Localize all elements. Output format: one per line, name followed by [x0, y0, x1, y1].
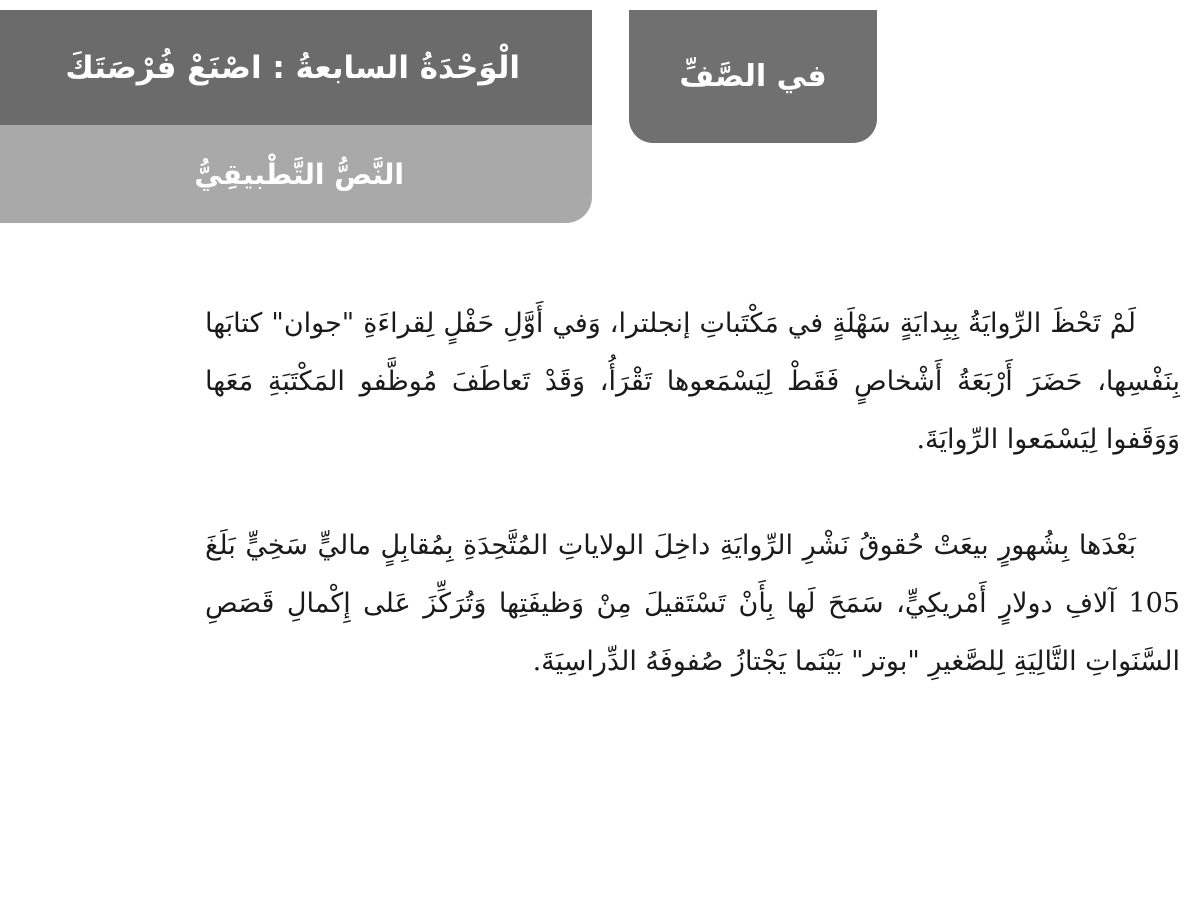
- unit-title: الْوَحْدَةُ السابعةُ : اصْنَعْ فُرْصَتَكَ: [65, 49, 520, 86]
- class-tab-label: في الصَّفِّ: [679, 59, 827, 94]
- paragraph-1: لَمْ تَحْظَ الرِّوايَةُ بِبِدايَةٍ سَهْلَةٍ في مَكْتَباتِ إنجلترا، وَفي أَوَّلِ حَفْلٍ لِقراءَةِ "جوان" كتابَها بِنَفْسِها، حَضَرَ أَرْبَعَةُ أَشْخاصٍ فَقَطْ لِيَسْمَعوها تَقْرَأُ، وَقَدْ تَعاطَفَ مُوظَّفو المَكْتَبَةِ مَعَها وَوَقَفوا لِيَسْمَعوا الرِّوايَةَ.: [205, 308, 1180, 455]
- reading-text: [205, 295, 1180, 885]
- section-subtitle: النَّصُّ التَّطْبيقِيُّ: [194, 157, 404, 191]
- paragraph-2: بَعْدَها بِشُهورٍ بيعَتْ حُقوقُ نَشْرِ الرِّوايَةِ داخِلَ الولاياتِ المُتَّحِدَةِ بِمُقابِلٍ ماليٍّ سَخِيٍّ بَلَغَ 105 آلافِ دولارٍ أَمْريكِيٍّ، سَمَحَ لَها بِأَنْ تَسْتَقيلَ مِنْ وَظيفَتِها وَتُرَكِّزَ عَلى إِكْمالِ قَصَصِ السَّنَواتِ التَّالِيَةِ لِلصَّغيرِ "بوتر" بَيْنَما يَجْتازُ صُفوفَهُ الدِّراسِيَةَ.: [205, 530, 1180, 677]
- unit-title-bar: [0, 10, 592, 125]
- unit-header: [0, 10, 592, 223]
- class-tab: [629, 10, 877, 143]
- subtitle-bar: [0, 125, 592, 223]
